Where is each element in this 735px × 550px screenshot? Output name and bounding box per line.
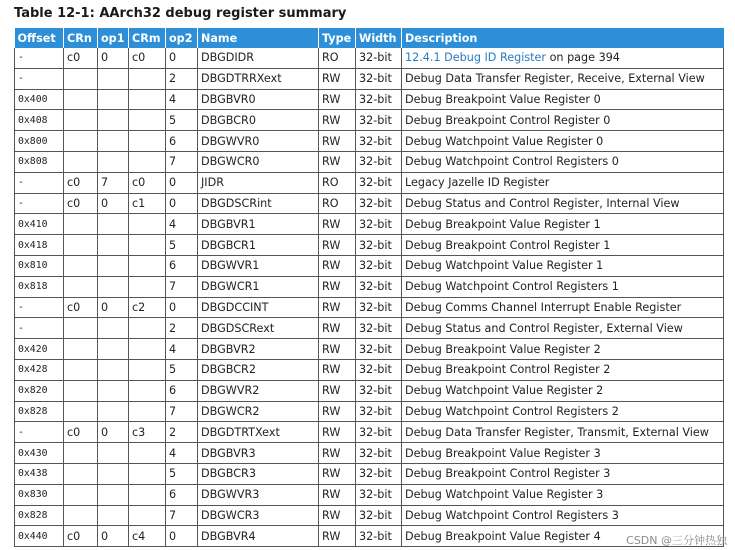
watermark: CSDN @三分钟热独 [626, 534, 727, 547]
cell-offset: - [15, 297, 64, 318]
table-row [15, 172, 724, 193]
cell-type: RO [319, 193, 356, 214]
cell-description: Debug Watchpoint Control Registers 1 [402, 276, 724, 297]
cell-op1 [98, 151, 129, 172]
cell-width: 32-bit [356, 526, 402, 547]
cell-width: 32-bit [356, 380, 402, 401]
cell-description: Debug Watchpoint Control Registers 2 [402, 401, 724, 422]
cell-op2: 5 [166, 110, 198, 131]
cell-crm [129, 151, 166, 172]
table-row [15, 151, 724, 172]
cell-description: Debug Breakpoint Value Register 0 [402, 89, 724, 110]
cell-name: DBGWCR2 [198, 401, 319, 422]
table-row [15, 193, 724, 214]
cell-op1 [98, 276, 129, 297]
cell-type: RW [319, 443, 356, 464]
cell-type: RW [319, 255, 356, 276]
cell-name: DBGWCR1 [198, 276, 319, 297]
cell-crm [129, 463, 166, 484]
cell-crm [129, 255, 166, 276]
cell-op2: 6 [166, 380, 198, 401]
cell-description: Debug Breakpoint Value Register 4 [402, 526, 724, 547]
cell-offset: - [15, 48, 64, 68]
cell-op1 [98, 235, 129, 256]
cell-crn [64, 484, 98, 505]
cell-op1: 0 [98, 422, 129, 443]
column-header-offset: Offset [15, 28, 64, 48]
cell-offset: - [15, 193, 64, 214]
cell-crm [129, 380, 166, 401]
cell-width: 32-bit [356, 359, 402, 380]
cell-op2: 2 [166, 68, 198, 89]
cell-name: DBGBVR3 [198, 443, 319, 464]
cell-crm: c0 [129, 172, 166, 193]
cell-name: DBGWCR3 [198, 505, 319, 526]
cell-name: DBGDSCRext [198, 318, 319, 339]
cell-type: RW [319, 110, 356, 131]
cell-op1: 0 [98, 297, 129, 318]
cell-width: 32-bit [356, 276, 402, 297]
cell-description: Debug Watchpoint Value Register 3 [402, 484, 724, 505]
table-row [15, 443, 724, 464]
table-row [15, 297, 724, 318]
cell-op1: 7 [98, 172, 129, 193]
cell-width: 32-bit [356, 48, 402, 68]
cell-name: DBGDCCINT [198, 297, 319, 318]
column-header-name: Name [198, 28, 319, 48]
column-header-op1: op1 [98, 28, 129, 48]
cell-op2: 0 [166, 193, 198, 214]
cell-offset: 0x810 [15, 255, 64, 276]
cell-description: Debug Watchpoint Control Registers 3 [402, 505, 724, 526]
cell-width: 32-bit [356, 318, 402, 339]
cell-width: 32-bit [356, 235, 402, 256]
cell-crm [129, 68, 166, 89]
cell-width: 32-bit [356, 422, 402, 443]
cell-op2: 7 [166, 401, 198, 422]
cell-op2: 7 [166, 276, 198, 297]
table-row [15, 380, 724, 401]
cell-name: DBGDTRRXext [198, 68, 319, 89]
cell-crn [64, 401, 98, 422]
cell-width: 32-bit [356, 484, 402, 505]
cell-op1 [98, 214, 129, 235]
cell-op2: 0 [166, 172, 198, 193]
cell-type: RW [319, 422, 356, 443]
cell-crn [64, 235, 98, 256]
cell-crm [129, 110, 166, 131]
description-link[interactable]: 12.4.1 Debug ID Register [405, 51, 547, 65]
cell-description: Debug Breakpoint Control Register 3 [402, 463, 724, 484]
table-row [15, 526, 724, 547]
cell-crm [129, 131, 166, 152]
cell-crn [64, 151, 98, 172]
table-row [15, 359, 724, 380]
table-row [15, 505, 724, 526]
cell-op2: 2 [166, 318, 198, 339]
table-row [15, 48, 724, 68]
cell-name: DBGBVR2 [198, 339, 319, 360]
cell-crn [64, 318, 98, 339]
cell-offset: 0x828 [15, 505, 64, 526]
cell-description: Debug Breakpoint Value Register 2 [402, 339, 724, 360]
cell-op1 [98, 463, 129, 484]
cell-name: DBGBCR1 [198, 235, 319, 256]
description-suffix: on page 394 [546, 51, 620, 65]
cell-type: RW [319, 68, 356, 89]
cell-offset: - [15, 318, 64, 339]
cell-offset: - [15, 422, 64, 443]
cell-crm [129, 505, 166, 526]
cell-name: DBGDIDR [198, 48, 319, 68]
cell-type: RW [319, 131, 356, 152]
table-row [15, 214, 724, 235]
cell-op1 [98, 318, 129, 339]
cell-description: Legacy Jazelle ID Register [402, 172, 724, 193]
cell-name: DBGBVR1 [198, 214, 319, 235]
cell-crm: c1 [129, 193, 166, 214]
cell-op1 [98, 131, 129, 152]
cell-description: Debug Watchpoint Value Register 0 [402, 131, 724, 152]
cell-offset: 0x820 [15, 380, 64, 401]
cell-name: DBGBVR4 [198, 526, 319, 547]
cell-crm [129, 359, 166, 380]
cell-op2: 6 [166, 484, 198, 505]
cell-offset: 0x430 [15, 443, 64, 464]
cell-crn: c0 [64, 172, 98, 193]
cell-crm [129, 89, 166, 110]
cell-op1: 0 [98, 48, 129, 68]
cell-crn [64, 110, 98, 131]
cell-name: DBGBCR3 [198, 463, 319, 484]
cell-crm: c4 [129, 526, 166, 547]
cell-offset: 0x818 [15, 276, 64, 297]
cell-op2: 0 [166, 526, 198, 547]
cell-width: 32-bit [356, 193, 402, 214]
cell-type: RW [319, 214, 356, 235]
table-row [15, 401, 724, 422]
cell-type: RO [319, 48, 356, 68]
cell-name: DBGWCR0 [198, 151, 319, 172]
cell-description: Debug Data Transfer Register, Receive, External View [402, 68, 724, 89]
cell-description: Debug Watchpoint Control Registers 0 [402, 151, 724, 172]
cell-op2: 5 [166, 359, 198, 380]
cell-crm [129, 276, 166, 297]
cell-crm [129, 235, 166, 256]
cell-crm: c2 [129, 297, 166, 318]
table-row [15, 339, 724, 360]
cell-width: 32-bit [356, 505, 402, 526]
cell-type: RW [319, 318, 356, 339]
cell-op2: 5 [166, 235, 198, 256]
cell-width: 32-bit [356, 443, 402, 464]
cell-description: Debug Data Transfer Register, Transmit, External View [402, 422, 724, 443]
cell-offset: 0x410 [15, 214, 64, 235]
cell-description: Debug Breakpoint Control Register 0 [402, 110, 724, 131]
cell-description: Debug Breakpoint Control Register 2 [402, 359, 724, 380]
cell-name: DBGWVR0 [198, 131, 319, 152]
cell-crn [64, 68, 98, 89]
column-header-op2: op2 [166, 28, 198, 48]
column-header-crm: CRm [129, 28, 166, 48]
table-row [15, 110, 724, 131]
cell-crn [64, 339, 98, 360]
cell-description: Debug Comms Channel Interrupt Enable Register [402, 297, 724, 318]
cell-width: 32-bit [356, 172, 402, 193]
cell-op1 [98, 68, 129, 89]
cell-op2: 2 [166, 422, 198, 443]
cell-op1 [98, 380, 129, 401]
cell-description: Debug Breakpoint Value Register 3 [402, 443, 724, 464]
cell-op1 [98, 255, 129, 276]
cell-name: DBGWVR1 [198, 255, 319, 276]
cell-op2: 6 [166, 255, 198, 276]
cell-crn [64, 214, 98, 235]
cell-crm [129, 443, 166, 464]
cell-op2: 0 [166, 48, 198, 68]
cell-offset: 0x828 [15, 401, 64, 422]
cell-name: DBGWVR3 [198, 484, 319, 505]
table-row [15, 276, 724, 297]
cell-description: Debug Breakpoint Control Register 1 [402, 235, 724, 256]
cell-op1 [98, 359, 129, 380]
cell-offset: 0x400 [15, 89, 64, 110]
cell-width: 32-bit [356, 68, 402, 89]
debug-register-table [14, 28, 724, 547]
cell-offset: - [15, 68, 64, 89]
cell-op2: 5 [166, 463, 198, 484]
cell-width: 32-bit [356, 339, 402, 360]
cell-op2: 7 [166, 505, 198, 526]
cell-width: 32-bit [356, 297, 402, 318]
table-row [15, 235, 724, 256]
cell-width: 32-bit [356, 463, 402, 484]
cell-type: RW [319, 484, 356, 505]
table-row [15, 255, 724, 276]
cell-type: RW [319, 463, 356, 484]
cell-op2: 4 [166, 89, 198, 110]
column-header-width: Width [356, 28, 402, 48]
cell-offset: 0x438 [15, 463, 64, 484]
cell-type: RW [319, 89, 356, 110]
column-header-type: Type [319, 28, 356, 48]
cell-crm [129, 339, 166, 360]
cell-crm [129, 484, 166, 505]
cell-width: 32-bit [356, 214, 402, 235]
column-header-description: Description [402, 28, 724, 48]
table-row [15, 89, 724, 110]
table-row [15, 131, 724, 152]
table-title: Table 12-1: AArch32 debug register summary [14, 6, 347, 21]
cell-type: RW [319, 151, 356, 172]
cell-name: DBGDSCRint [198, 193, 319, 214]
cell-crm: c0 [129, 48, 166, 68]
cell-op1 [98, 89, 129, 110]
header-row [15, 28, 724, 48]
cell-name: JIDR [198, 172, 319, 193]
cell-crn: c0 [64, 422, 98, 443]
cell-width: 32-bit [356, 110, 402, 131]
cell-name: DBGBCR0 [198, 110, 319, 131]
cell-op1: 0 [98, 193, 129, 214]
cell-type: RW [319, 235, 356, 256]
cell-op1 [98, 505, 129, 526]
cell-name: DBGDTRTXext [198, 422, 319, 443]
cell-crm: c3 [129, 422, 166, 443]
cell-description: Debug Status and Control Register, External View [402, 318, 724, 339]
cell-offset: 0x418 [15, 235, 64, 256]
cell-crn [64, 255, 98, 276]
column-header-crn: CRn [64, 28, 98, 48]
cell-width: 32-bit [356, 89, 402, 110]
cell-description [402, 48, 724, 68]
cell-crn [64, 359, 98, 380]
cell-op2: 4 [166, 339, 198, 360]
table-row [15, 422, 724, 443]
cell-crn [64, 505, 98, 526]
cell-op1 [98, 339, 129, 360]
cell-name: DBGWVR2 [198, 380, 319, 401]
cell-name: DBGBCR2 [198, 359, 319, 380]
cell-op1 [98, 443, 129, 464]
cell-crn [64, 276, 98, 297]
cell-type: RW [319, 359, 356, 380]
cell-offset: 0x428 [15, 359, 64, 380]
cell-crm [129, 214, 166, 235]
cell-crn [64, 463, 98, 484]
cell-width: 32-bit [356, 401, 402, 422]
cell-offset: 0x420 [15, 339, 64, 360]
cell-op2: 4 [166, 443, 198, 464]
cell-offset: 0x800 [15, 131, 64, 152]
cell-width: 32-bit [356, 131, 402, 152]
cell-crn: c0 [64, 48, 98, 68]
table-row [15, 68, 724, 89]
cell-description: Debug Breakpoint Value Register 1 [402, 214, 724, 235]
cell-type: RW [319, 401, 356, 422]
cell-crn: c0 [64, 193, 98, 214]
cell-op2: 6 [166, 131, 198, 152]
cell-offset: - [15, 172, 64, 193]
cell-width: 32-bit [356, 151, 402, 172]
cell-offset: 0x830 [15, 484, 64, 505]
cell-offset: 0x440 [15, 526, 64, 547]
cell-type: RW [319, 380, 356, 401]
cell-op2: 7 [166, 151, 198, 172]
cell-crm [129, 318, 166, 339]
cell-crn: c0 [64, 297, 98, 318]
cell-description: Debug Watchpoint Value Register 1 [402, 255, 724, 276]
cell-type: RW [319, 339, 356, 360]
table-row [15, 463, 724, 484]
cell-op1 [98, 110, 129, 131]
cell-crn: c0 [64, 526, 98, 547]
cell-description: Debug Watchpoint Value Register 2 [402, 380, 724, 401]
cell-crn [64, 131, 98, 152]
cell-width: 32-bit [356, 255, 402, 276]
cell-type: RW [319, 526, 356, 547]
cell-op1: 0 [98, 526, 129, 547]
cell-op2: 0 [166, 297, 198, 318]
cell-type: RO [319, 172, 356, 193]
cell-offset: 0x408 [15, 110, 64, 131]
cell-crm [129, 401, 166, 422]
cell-type: RW [319, 276, 356, 297]
table-body [15, 48, 724, 547]
cell-op1 [98, 484, 129, 505]
table-row [15, 318, 724, 339]
cell-description: Debug Status and Control Register, Internal View [402, 193, 724, 214]
cell-op1 [98, 401, 129, 422]
table-row [15, 484, 724, 505]
cell-type: RW [319, 297, 356, 318]
cell-op2: 4 [166, 214, 198, 235]
cell-crn [64, 89, 98, 110]
cell-crn [64, 443, 98, 464]
cell-offset: 0x808 [15, 151, 64, 172]
cell-crn [64, 380, 98, 401]
cell-type: RW [319, 505, 356, 526]
cell-name: DBGBVR0 [198, 89, 319, 110]
